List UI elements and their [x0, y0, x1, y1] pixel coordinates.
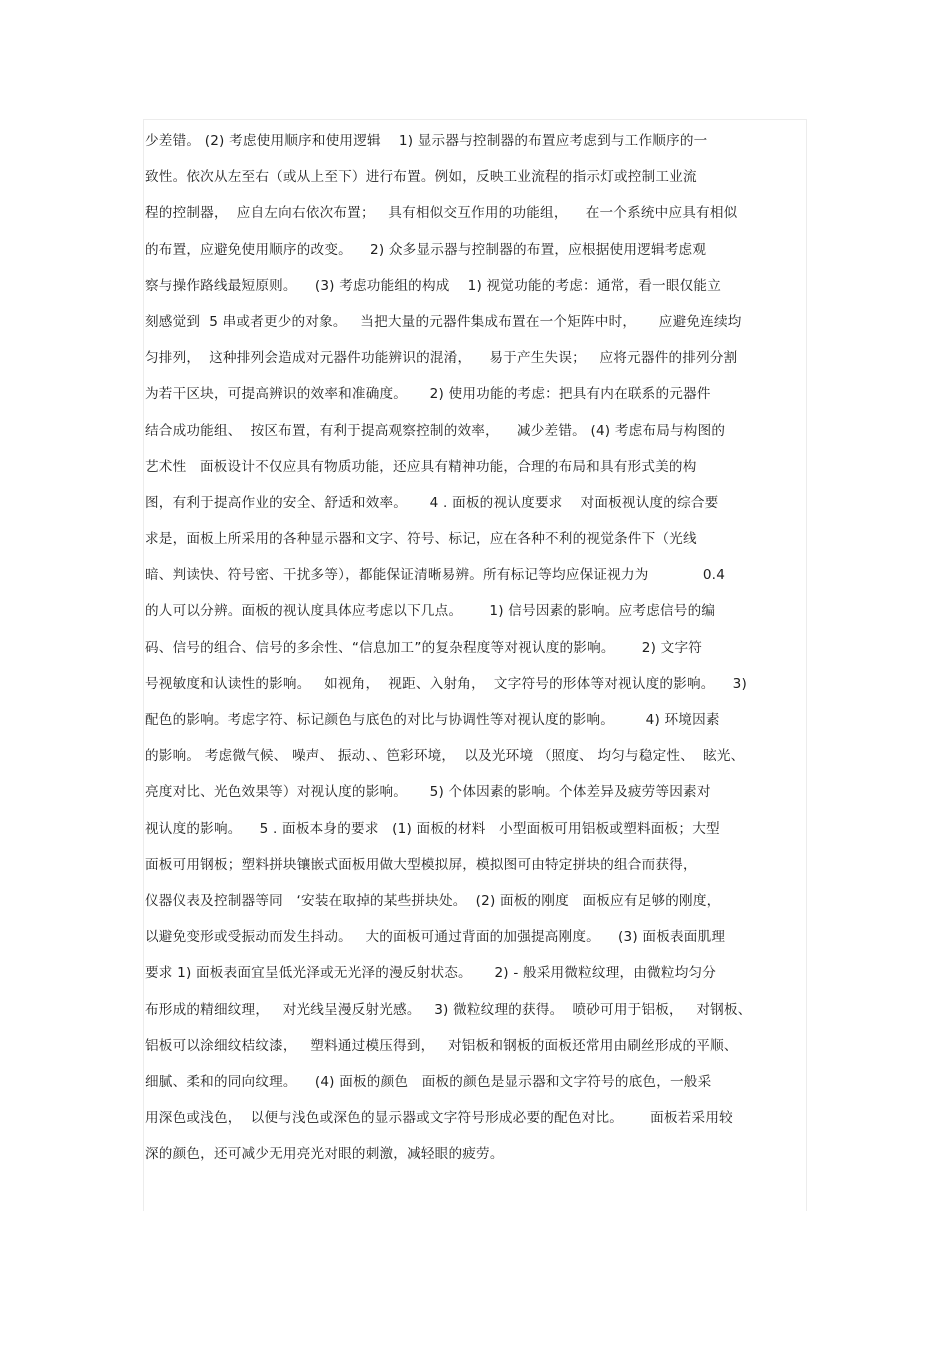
text-line: 少差错。 (2) 考虑使用顺序和使用逻辑 1) 显示器与控制器的布置应考虑到与工作顺序的一 — [145, 133, 708, 149]
text-line: 求是，面板上所采用的各种显示器和文字、符号、标记，应在各种不利的视觉条件下（光线 — [145, 531, 697, 548]
text-line: 刻感觉到 5 串或者更少的对象。 当把大量的元器件集成布置在一个矩阵中时， 应避免连续均 — [145, 313, 742, 330]
text-line: 要求 1) 面板表面宜呈低光泽或无光泽的漫反射状态。 2) - 般采用微粒纹理，由微粒均匀分 — [145, 965, 717, 982]
text-line: 细腻、柔和的同向纹理。 (4) 面板的颜色 面板的颜色是显示器和文字符号的底色，一般采 — [145, 1073, 712, 1090]
text-line: 码、信号的组合、信号的多余性、“信息加工”的复杂程度等对视认度的影响。 2) 文字符 — [145, 639, 703, 656]
text-line: 的布置，应避免使用顺序的改变。 2) 众多显示器与控制器的布置，应根据使用逻辑考虑观 — [145, 241, 707, 258]
text-line: 艺术性 面板设计不仅应具有物质功能，还应具有精神功能，合理的布局和具有形式美的构 — [145, 458, 697, 475]
text-line: 程的控制器， 应自左向右依次布置； 具有相似交互作用的功能组， 在一个系统中应具有相似 — [145, 205, 738, 222]
text-line: 察与操作路线最短原则。 (3) 考虑功能组的构成 1) 视觉功能的考虑：通常，看一眼仅能立 — [145, 277, 721, 294]
text-line: 用深色或浅色， 以便与浅色或深色的显示器或文字符号形成必要的配色对比。 面板若采用较 — [145, 1110, 733, 1127]
text-line: 配色的影响。考虑字符、标记颜色与底色的对比与协调性等对视认度的影响。 4) 环境因素 — [145, 712, 720, 728]
text-line: 亮度对比、光色效果等）对视认度的影响。 5) 个体因素的影响。个体差异及疲劳等因素对 — [145, 784, 711, 801]
text-line: 布形成的精细纹理， 对光线呈漫反射光感。 3) 微粒纹理的获得。 喷砂可用于铝板， 对钢板、 — [145, 1001, 752, 1018]
text-line: 铝板可以涂细纹桔纹漆， 塑料通过模压得到， 对铝板和钢板的面板还常用由刷丝形成的平顺、 — [145, 1037, 738, 1054]
text-line: 结合成功能组、 按区布置，有利于提高观察控制的效率， 减少差错。 (4) 考虑布局与构图的 — [145, 422, 726, 439]
text-line: 深的颜色，还可减少无用亮光对眼的刺激，减轻眼的疲劳。 — [145, 1146, 504, 1163]
text-line: 以避免变形或受振动而发生抖动。 大的面板可通过背面的加强提高刚度。 (3) 面板表面肌理 — [145, 929, 726, 946]
text-line: 仪器仪表及控制器等同 ‘安装在取掉的某些拼块处。 (2) 面板的刚度 面板应有足够的刚度， — [145, 892, 721, 909]
text-line: 的人可以分辨。面板的视认度具体应考虑以下几点。 1) 信号因素的影响。应考虑信号的编 — [145, 603, 716, 620]
text-line: 匀排列， 这种排列会造成对元器件功能辨识的混淆， 易于产生失误； 应将元器件的排列分割 — [145, 350, 738, 367]
document-body — [145, 128, 810, 1177]
text-line: 图，有利于提高作业的安全、舒适和效率。 4 . 面板的视认度要求 对面板视认度的综合要 — [145, 494, 719, 511]
text-line: 为若干区块，可提高辨识的效率和准确度。 2) 使用功能的考虑：把具有内在联系的元器件 — [145, 386, 711, 403]
text-line: 的影响。 考虑微气候、 噪声、 振动、、笆彩环境， 以及光环境 （照度、 均匀与稳定性、 眩光、 — [145, 748, 745, 765]
text-line: 视认度的影响。 5 . 面板本身的要求 (1) 面板的材料 小型面板可用铝板或塑料面板；大型 — [145, 820, 720, 837]
text-line: 号视敏度和认读性的影响。 如视角， 视距、入射角， 文字符号的形体等对视认度的影响。 3) — [145, 675, 748, 692]
text-line: 致性。依次从左至右（或从上至下）进行布置。例如，反映工业流程的指示灯或控制工业流 — [145, 169, 697, 186]
text-line: 暗、判读快、符号密、干扰多等），都能保证清晰易辨。所有标记等均应保证视力为 0.4 — [145, 567, 726, 584]
text-line: 面板可用钢板；塑料拼块镶嵌式面板用做大型模拟屏，模拟图可由特定拼块的组合而获得， — [145, 856, 697, 873]
